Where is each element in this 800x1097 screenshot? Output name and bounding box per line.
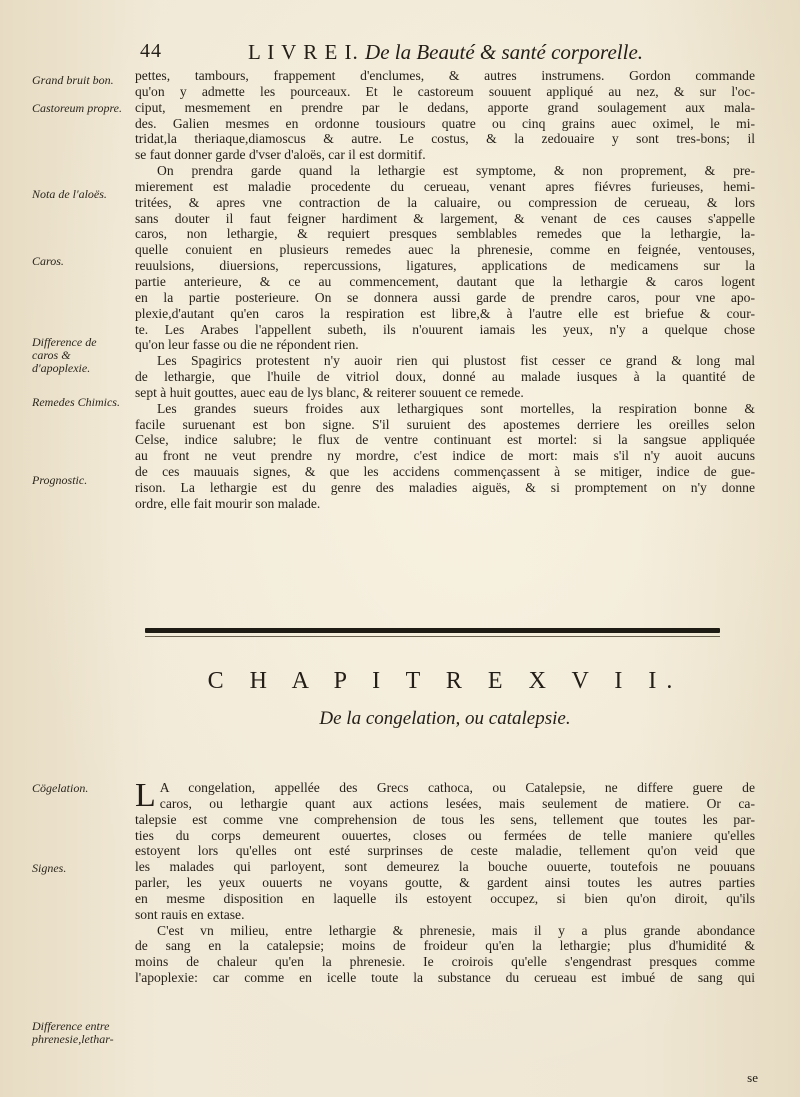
text-line: tridat,la theriaque,diamoscus & autre. Le costus, & la zedouaire y sont tres-bons; il — [135, 131, 755, 147]
margin-note: Difference de caros & d'apoplexie. — [32, 335, 97, 375]
text-line: l'apoplexie: car comme en icelle toute la substance du cerueau est imbué de sang qui — [135, 970, 755, 986]
paragraph — [135, 163, 755, 353]
text-line: mierement est maladie procedente du cerueau, venant apres fiévres furieuses, hemi- — [135, 178, 755, 194]
text-line: sans douter il faut feigner hardiment & largement, & venant de ces causes s'appelle — [135, 210, 755, 226]
text-line: reuulsions, diuersions, repercussions, ligatures, applications de medicamens sur la — [135, 258, 755, 274]
text-line: en mesme disposition en laquelle ils estoyent occupez, si bien qu'on diroit, qu'ils — [135, 890, 755, 906]
text-line: caros, ou lethargie quant aux actions lesées, mais seulement de matiere. Or ca- — [159, 795, 755, 811]
catchword: se — [747, 1070, 758, 1085]
text-line: au front ne veut prendre ny mordre, c'est indice de mort: mais s'il n'y auoit aucuns — [135, 448, 755, 464]
page-number: 44 — [140, 40, 162, 62]
text-line: parler, les yeux ouuerts ne voyans goutte, & gardent ainsi toutes les autres parties — [135, 875, 755, 891]
text-line: C'est vn milieu, entre lethargie & phrenesie, mais il y a plus grande abondance — [157, 922, 755, 938]
text-line: plexie,d'autant qu'en caros la respiration est libre,& à l'autre elle est briefue & cour- — [135, 305, 755, 321]
margin-note: Signes. — [32, 861, 67, 875]
chapter-subtitle: De la congelation, ou catalepsie. — [319, 708, 571, 729]
margin-note: Caros. — [32, 254, 64, 268]
text-line: Les grandes sueurs froides aux lethargiques sont mortelles, la respiration bonne & — [157, 400, 755, 416]
paragraph — [135, 923, 755, 986]
text-line: des. Galien mesmes en ordonne tousiours quatre ou cinq grains auec oximel, le mi- — [135, 115, 755, 131]
paragraph — [135, 68, 755, 163]
text-block-upper — [135, 68, 755, 512]
running-title-subject: De la Beauté & santé corporelle. — [365, 40, 644, 64]
text-line: qu'on leur fasse ou die ne répondent rien. — [135, 337, 359, 353]
drop-cap: L — [135, 777, 156, 814]
margin-note: Grand bruit bon. — [32, 73, 114, 87]
text-line: caros, non lethargie, & requiert presques semblables remedes que la lethargie, la- — [135, 226, 755, 242]
text-line: Les Spagirics protestent n'y auoir rien qui plustost fist cesser ce grand & long mal — [157, 353, 755, 369]
text-line: ties du corps demeurent ouuertes, closes ou fermées de telle maniere qu'elles — [135, 827, 755, 843]
text-line: sont rauis en extase. — [135, 906, 245, 922]
text-line: sept à huit gouttes, auec eau de lys blanc, & reiterer souuent ce remede. — [135, 384, 524, 400]
paragraph — [135, 777, 755, 923]
margin-note: Remedes Chimics. — [32, 395, 120, 409]
text-line: quelle conuient en plusieurs remedes auec la phrenesie, comme en feignée, ventouses, — [135, 242, 755, 258]
margin-note: Difference entre phrenesie,lethar- — [32, 1019, 114, 1046]
text-line: ciput, mesmement en prendre par le dedans, apporte grand soulagement aux mala- — [135, 99, 755, 115]
text-line: te. Les Arabes l'appellent subeth, ils n'ouurent iamais les yeux, n'y a quelque chose — [135, 321, 755, 337]
text-line: en la partie posterieure. On se donnera aussi garde de prendre caros, pour vne apo- — [135, 289, 755, 305]
text-line: de sang en la catalepsie; moins de froideur qu'en la lethargie; plus d'humidité & — [135, 938, 755, 954]
text-line: pettes, tambours, frappement d'enclumes, & autres instrumens. Gordon commande — [135, 68, 755, 83]
section-rule-thin — [145, 636, 720, 637]
text-line: estoyent lors qu'elles ont esté surprinses de ceste maladie, tellement qu'on veid que — [135, 843, 755, 859]
text-line: les malades qui parloyent, sont demeurez la bouche ouuerte, toutefois ne pouuans — [135, 859, 755, 875]
text-line: de lethargie, que l'huile de vitriol doux, donné au malade iusques à la quantité de — [135, 369, 755, 385]
text-line: Celse, indice salubre; le flux de ventre continuant est mortel: si la sangsue appliquée — [135, 432, 755, 448]
text-line: On prendra garde quand la lethargie est symptome, & non proprement, & pre- — [157, 163, 755, 179]
text-line: partie anterieure, & ce au commencement, dautant que la lethargie & caros logent — [135, 273, 755, 289]
margin-note: Nota de l'aloës. — [32, 187, 107, 201]
chapter-heading: C H A P I T R E X V I I. — [207, 668, 683, 694]
margin-note: Prognostic. — [32, 473, 88, 487]
paragraph — [135, 401, 755, 512]
text-line: talepsie est comme vne comprehension de tous les sens, tellement que toutes les par- — [135, 811, 755, 827]
text-block-lower — [135, 777, 755, 986]
margin-note: Cögelation. — [32, 781, 89, 795]
text-line: qu'on y admette les pourceaux. Et le castoreum souuent appliqué au nez, & sur l'oc- — [135, 83, 755, 99]
running-title-book: L I V R E I. — [248, 40, 359, 64]
text-line: ordre, elle fait mourir son malade. — [135, 495, 321, 511]
text-line: A congelation, appellée des Grecs cathoca, ou Catalepsie, ne differe guere de — [159, 780, 755, 795]
text-line: de ces mauuais signes, & que les accidens commençassent à se mitiger, indice de gue- — [135, 464, 755, 480]
text-line: se faut donner garde d'vser d'aloës, car il est dormitif. — [135, 147, 426, 163]
paragraph — [135, 353, 755, 401]
text-line: rison. La lethargie est du genre des maladies aiguës, & si promptement on n'y donne — [135, 479, 755, 495]
margin-note: Castoreum propre. — [32, 101, 122, 115]
running-title — [248, 40, 643, 65]
text-line: moins de chaleur qu'en la phrenesie. Ie croirois qu'elle s'engendrast presques comme — [135, 954, 755, 970]
text-line: facile suruenant est bon signe. S'il suruient des apostemes derriere les oreilles selon — [135, 416, 755, 432]
text-line: tritées, & apres vne contraction de la caluaire, ou compression de cerueau, & lors — [135, 194, 755, 210]
section-rule — [145, 628, 720, 633]
